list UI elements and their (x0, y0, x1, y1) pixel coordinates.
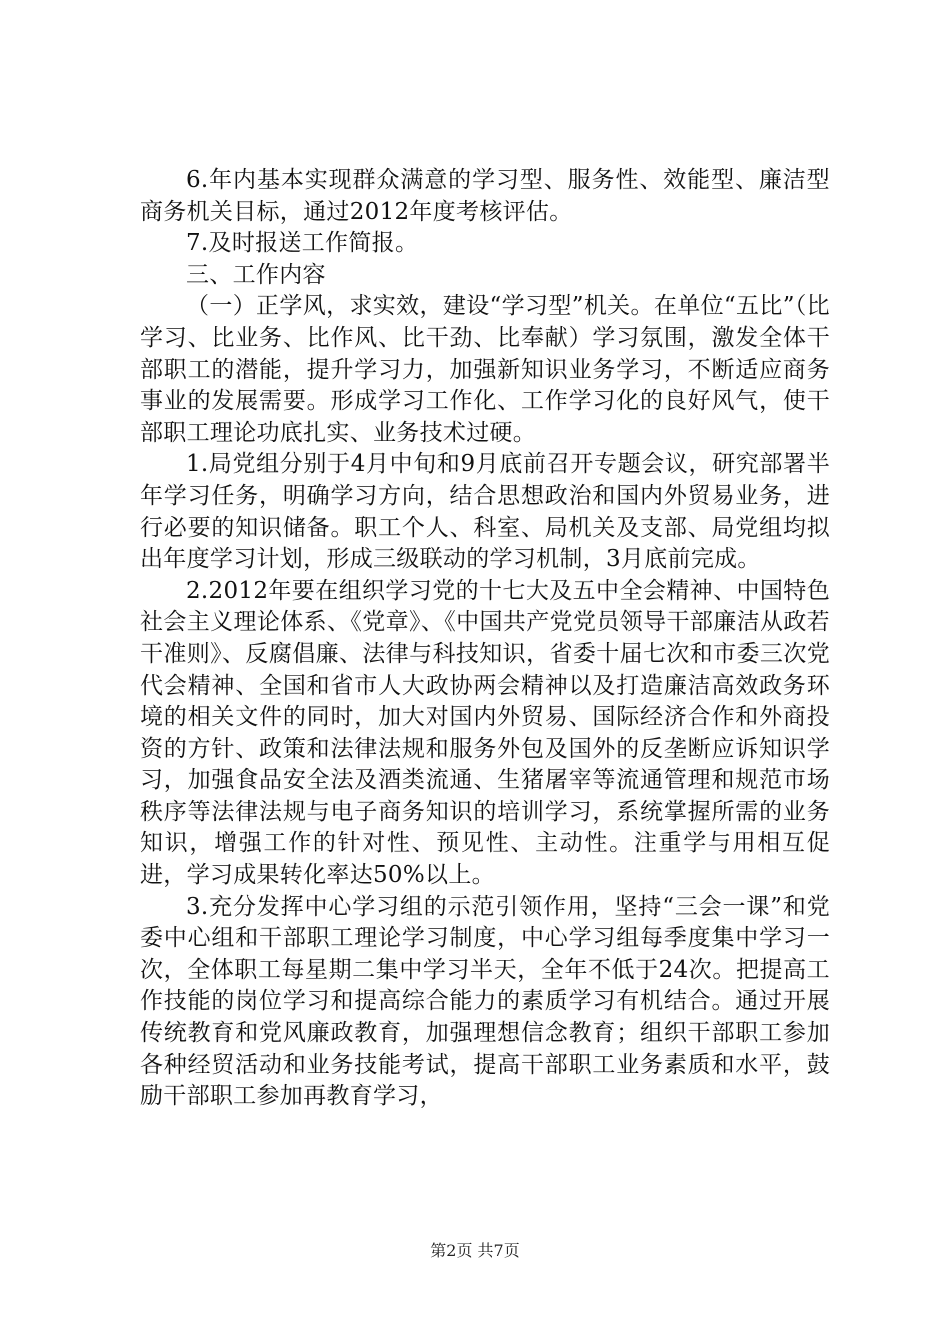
paragraph-subsection-1: （一）正学风，求实效，建设“学习型”机关。在单位“五比”（比学习、比业务、比作风、比干劲、比奉献）学习氛围，激发全体干部职工的潜能，提升学习力，加强新知识业务学习，不断适应商务事业的发展需要。形成学习工作化、工作学习化的良好风气，使干部职工理论功底扎实、业务技术过硬。 (140, 293, 830, 446)
paragraph-goal-6: 6.年内基本实现群众满意的学习型、服务性、效能型、廉洁型商务机关目标，通过2012年度考核评估。 (140, 167, 830, 225)
paragraph-item-3: 3.充分发挥中心学习组的示范引领作用，坚持“三会一课”和党委中心组和干部职工理论学习制度，中心学习组每季度集中学习一次，全体职工每星期二集中学习半天，全年不低于24次。把提高工作技能的岗位学习和提高综合能力的素质学习有机结合。通过开展传统教育和党风廉政教育，加强理想信念教育；组织干部职工参加各种经贸活动和业务技能考试，提高干部职工业务素质和水平，鼓励干部职工参加再教育学习， (140, 893, 830, 1110)
paragraph-item-1: 1.局党组分别于4月中旬和9月底前召开专题会议，研究部署半年学习任务，明确学习方向，结合思想政治和国内外贸易业务，进行必要的知识储备。职工个人、科室、局机关及支部、局党组均拟出年度学习计划，形成三级联动的学习机制，3月底前完成。 (140, 451, 830, 573)
section-heading-work-content: 三、工作内容 (186, 261, 326, 288)
document-body (140, 165, 830, 1113)
paragraph-goal-7: 7.及时报送工作简报。 (186, 230, 419, 257)
page-footer: 第2页 共7页 (430, 1241, 520, 1260)
paragraph-item-2: 2.2012年要在组织学习党的十七大及五中全会精神、中国特色社会主义理论体系、《党章》、《中国共产党党员领导干部廉洁从政若干准则》、反腐倡廉、法律与科技知识，省委十届七次和市委三次党代会精神、全国和省市人大政协两会精神以及打造廉洁高效政务环境的相关文件的同时，加大对国内外贸易、国际经济合作和外商投资的方针、政策和法律法规和服务外包及国外的反垄断应诉知识学习，加强食品安全法及酒类流通、生猪屠宰等流通管理和规范市场秩序等法律法规与电子商务知识的培训学习，系统掌握所需的业务知识，增强工作的针对性、预见性、主动性。注重学与用相互促进，学习成果转化率达50%以上。 (140, 577, 830, 889)
